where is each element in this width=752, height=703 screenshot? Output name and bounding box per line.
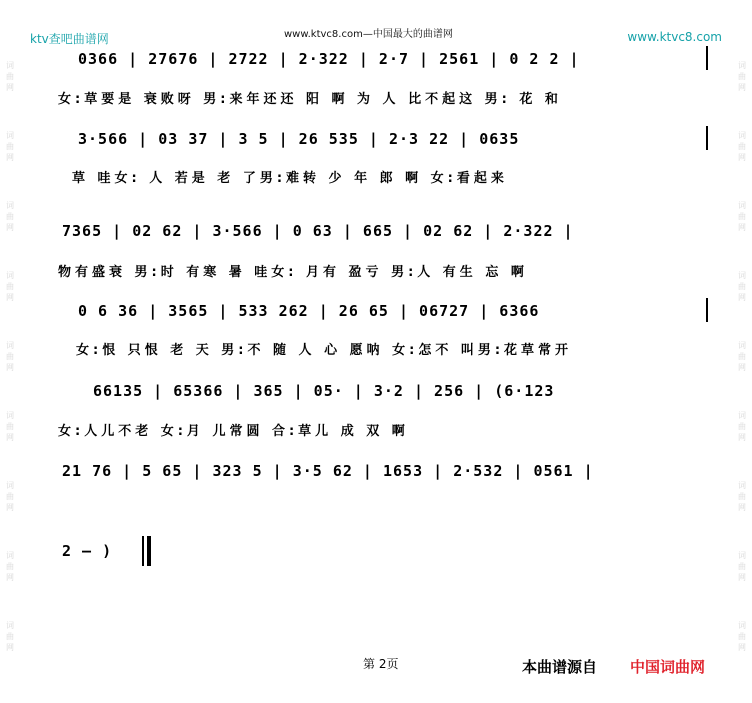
watermark-left: 词曲网 [6, 201, 14, 232]
watermark-right: 词曲网 [738, 341, 746, 372]
score-lyrics-line: 女:人儿不老 女:月 儿常圆 合:草儿 成 双 啊 [58, 424, 409, 439]
score-notes-line: 21 76 | 5 65 | 323 5 | 3·5 62 | 1653 | 2·532 | 0561 | [62, 462, 594, 480]
watermark-right: 词曲网 [738, 131, 746, 162]
score-notes-line: 0366 | 27676 | 2722 | 2·322 | 2·7 | 2561 | 0 2 2 | [78, 50, 580, 68]
score-lyrics-line: 物有盛衰 男:时 有寒 暑 哇女: 月有 盈亏 男:人 有生 忘 啊 [58, 265, 528, 280]
bar-line [706, 126, 708, 150]
score-lyrics-line: 女:恨 只恨 老 天 男:不 随 人 心 愿呐 女:怎不 叫男:花草常开 [76, 343, 573, 358]
score-notes-line: 3·566 | 03 37 | 3 5 | 26 535 | 2·3 22 | 0635 [78, 130, 520, 148]
score-notes-line: 2 – ) [62, 542, 113, 560]
source-label: 本曲谱源自 [522, 658, 598, 676]
source-brand-link[interactable]: 中国词曲网 [630, 658, 706, 676]
score-lyrics-line: 女:草要是 衰败呀 男:来年还还 阳 啊 为 人 比不起这 男: 花 和 [58, 92, 562, 107]
watermark-left: 词曲网 [6, 621, 14, 652]
watermark-right: 词曲网 [738, 411, 746, 442]
bar-line [706, 298, 708, 322]
watermark-right: 词曲网 [738, 481, 746, 512]
score-notes-line: 7365 | 02 62 | 3·566 | 0 63 | 665 | 02 62 | 2·322 | [62, 222, 574, 240]
site-name-left: ktv查吧曲谱网 [30, 32, 109, 46]
watermark-left: 词曲网 [6, 551, 14, 582]
watermark-left: 词曲网 [6, 131, 14, 162]
watermark-right: 词曲网 [738, 201, 746, 232]
watermark-left: 词曲网 [6, 61, 14, 92]
score-lyrics-line: 草 哇女: 人 若是 老 了男:难转 少 年 郎 啊 女:看起来 [72, 171, 508, 186]
watermark-right: 词曲网 [738, 271, 746, 302]
watermark-right: 词曲网 [738, 551, 746, 582]
watermark-left: 词曲网 [6, 271, 14, 302]
site-banner-center: www.ktvc8.com—中国最大的曲谱网 [284, 29, 453, 40]
watermark-right: 词曲网 [738, 61, 746, 92]
watermark-left: 词曲网 [6, 411, 14, 442]
watermark-right: 词曲网 [738, 621, 746, 652]
watermark-left: 词曲网 [6, 341, 14, 372]
page-number: 第 2页 [363, 657, 399, 671]
bar-line [706, 46, 708, 70]
bar-line [142, 536, 144, 566]
score-notes-line: 66135 | 65366 | 365 | 05· | 3·2 | 256 | (6·123 [93, 382, 555, 400]
site-url-right: www.ktvc8.com [627, 30, 722, 44]
final-bar-line [147, 536, 151, 566]
watermark-left: 词曲网 [6, 481, 14, 512]
score-notes-line: 0 6 36 | 3565 | 533 262 | 26 65 | 06727 | 6366 [78, 302, 540, 320]
